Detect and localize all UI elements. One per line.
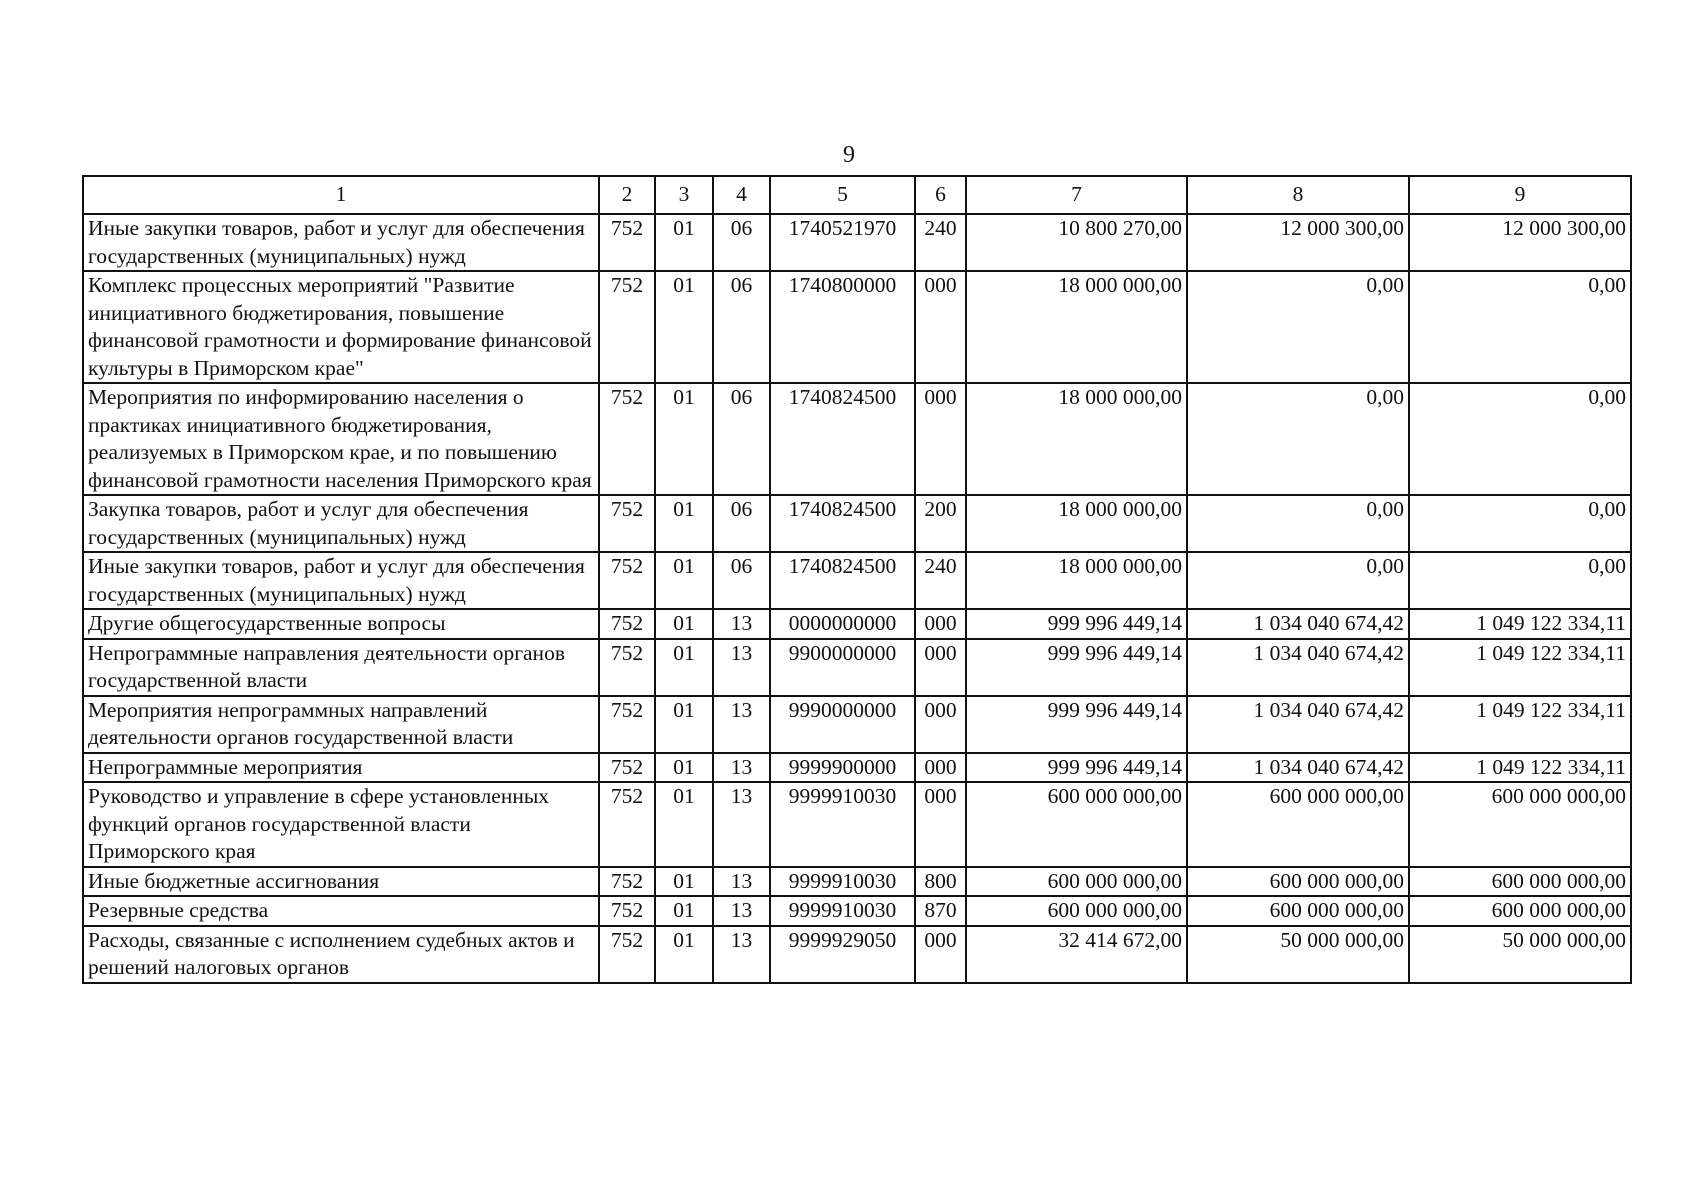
row-amount-col8: 1 034 040 674,42 <box>1187 696 1409 753</box>
row-amount-col7: 18 000 000,00 <box>966 495 1187 552</box>
row-code-expense-type: 000 <box>915 639 966 696</box>
row-code-ministry: 752 <box>599 639 655 696</box>
row-amount-col9: 0,00 <box>1409 495 1631 552</box>
column-header-6: 6 <box>915 176 966 214</box>
row-amount-col9: 1 049 122 334,11 <box>1409 696 1631 753</box>
header-row <box>83 176 1631 214</box>
row-code-subsection: 13 <box>713 696 770 753</box>
table-row <box>83 896 1631 926</box>
row-amount-col7: 999 996 449,14 <box>966 639 1187 696</box>
row-amount-col8: 600 000 000,00 <box>1187 867 1409 897</box>
row-name: Мероприятия непрограммных направлений деятельности органов государственной власти <box>83 696 599 753</box>
row-amount-col8: 600 000 000,00 <box>1187 896 1409 926</box>
row-amount-col7: 600 000 000,00 <box>966 782 1187 867</box>
row-amount-col9: 0,00 <box>1409 383 1631 495</box>
row-name: Непрограммные направления деятельности органов государственной власти <box>83 639 599 696</box>
row-amount-col8: 600 000 000,00 <box>1187 782 1409 867</box>
row-amount-col9: 50 000 000,00 <box>1409 926 1631 983</box>
row-code-section: 01 <box>655 552 713 609</box>
row-code-target: 9999929050 <box>770 926 915 983</box>
row-code-ministry: 752 <box>599 867 655 897</box>
row-amount-col8: 0,00 <box>1187 271 1409 383</box>
row-code-ministry: 752 <box>599 214 655 271</box>
row-amount-col8: 1 034 040 674,42 <box>1187 609 1409 639</box>
row-code-target: 9999910030 <box>770 867 915 897</box>
row-amount-col7: 32 414 672,00 <box>966 926 1187 983</box>
row-amount-col9: 1 049 122 334,11 <box>1409 639 1631 696</box>
table-row <box>83 696 1631 753</box>
row-code-ministry: 752 <box>599 271 655 383</box>
row-code-target: 1740824500 <box>770 383 915 495</box>
budget-table <box>82 175 1632 984</box>
row-code-ministry: 752 <box>599 782 655 867</box>
row-code-expense-type: 000 <box>915 753 966 783</box>
column-header-3: 3 <box>655 176 713 214</box>
row-code-subsection: 06 <box>713 495 770 552</box>
row-amount-col9: 0,00 <box>1409 271 1631 383</box>
row-code-subsection: 06 <box>713 271 770 383</box>
table-row <box>83 926 1631 983</box>
row-code-section: 01 <box>655 214 713 271</box>
row-amount-col7: 10 800 270,00 <box>966 214 1187 271</box>
row-code-subsection: 13 <box>713 896 770 926</box>
row-code-ministry: 752 <box>599 383 655 495</box>
row-code-subsection: 06 <box>713 383 770 495</box>
row-code-expense-type: 200 <box>915 495 966 552</box>
row-code-expense-type: 000 <box>915 383 966 495</box>
column-header-2: 2 <box>599 176 655 214</box>
row-name: Иные закупки товаров, работ и услуг для обеспечения государственных (муниципальных) нужд <box>83 214 599 271</box>
column-header-8: 8 <box>1187 176 1409 214</box>
row-name: Расходы, связанные с исполнением судебных актов и решений налоговых органов <box>83 926 599 983</box>
row-amount-col9: 600 000 000,00 <box>1409 867 1631 897</box>
table-row <box>83 214 1631 271</box>
row-amount-col9: 600 000 000,00 <box>1409 896 1631 926</box>
row-code-ministry: 752 <box>599 926 655 983</box>
column-header-4: 4 <box>713 176 770 214</box>
row-amount-col7: 999 996 449,14 <box>966 696 1187 753</box>
row-amount-col9: 600 000 000,00 <box>1409 782 1631 867</box>
table-row <box>83 753 1631 783</box>
column-header-1: 1 <box>83 176 599 214</box>
row-name: Иные закупки товаров, работ и услуг для обеспечения государственных (муниципальных) нужд <box>83 552 599 609</box>
row-amount-col8: 1 034 040 674,42 <box>1187 639 1409 696</box>
row-amount-col7: 999 996 449,14 <box>966 609 1187 639</box>
row-code-section: 01 <box>655 639 713 696</box>
row-code-ministry: 752 <box>599 495 655 552</box>
row-code-target: 1740521970 <box>770 214 915 271</box>
row-code-section: 01 <box>655 926 713 983</box>
row-code-expense-type: 240 <box>915 214 966 271</box>
row-code-expense-type: 000 <box>915 782 966 867</box>
row-code-section: 01 <box>655 271 713 383</box>
row-code-subsection: 06 <box>713 552 770 609</box>
row-code-subsection: 13 <box>713 753 770 783</box>
row-code-ministry: 752 <box>599 609 655 639</box>
row-code-subsection: 13 <box>713 867 770 897</box>
row-code-expense-type: 240 <box>915 552 966 609</box>
table-row <box>83 609 1631 639</box>
row-code-subsection: 13 <box>713 609 770 639</box>
row-code-target: 1740824500 <box>770 552 915 609</box>
row-amount-col8: 0,00 <box>1187 552 1409 609</box>
row-code-expense-type: 000 <box>915 926 966 983</box>
row-name: Резервные средства <box>83 896 599 926</box>
row-amount-col7: 999 996 449,14 <box>966 753 1187 783</box>
row-code-expense-type: 870 <box>915 896 966 926</box>
column-header-5: 5 <box>770 176 915 214</box>
row-name: Руководство и управление в сфере установленных функций органов государственной власти Приморского края <box>83 782 599 867</box>
row-amount-col9: 0,00 <box>1409 552 1631 609</box>
row-code-section: 01 <box>655 782 713 867</box>
row-name: Непрограммные мероприятия <box>83 753 599 783</box>
row-amount-col8: 0,00 <box>1187 495 1409 552</box>
row-amount-col9: 12 000 300,00 <box>1409 214 1631 271</box>
table-row <box>83 639 1631 696</box>
row-name: Иные бюджетные ассигнования <box>83 867 599 897</box>
column-header-9: 9 <box>1409 176 1631 214</box>
row-name: Комплекс процессных мероприятий "Развитие инициативного бюджетирования, повышение финансовой грамотности и формирование финансовой культуры в Приморском крае" <box>83 271 599 383</box>
row-code-target: 9999900000 <box>770 753 915 783</box>
row-code-expense-type: 000 <box>915 609 966 639</box>
page-number: 9 <box>843 142 855 168</box>
row-code-section: 01 <box>655 896 713 926</box>
row-amount-col9: 1 049 122 334,11 <box>1409 753 1631 783</box>
table-row <box>83 552 1631 609</box>
row-name: Мероприятия по информированию населения о практиках инициативного бюджетирования, реализуемых в Приморском крае, и по повышению финансовой грамотности населения Приморского края <box>83 383 599 495</box>
row-code-section: 01 <box>655 609 713 639</box>
row-code-ministry: 752 <box>599 552 655 609</box>
row-code-target: 9990000000 <box>770 696 915 753</box>
table-row <box>83 867 1631 897</box>
row-code-ministry: 752 <box>599 753 655 783</box>
row-code-section: 01 <box>655 495 713 552</box>
row-code-subsection: 13 <box>713 782 770 867</box>
row-code-target: 1740824500 <box>770 495 915 552</box>
row-code-subsection: 06 <box>713 214 770 271</box>
row-amount-col7: 18 000 000,00 <box>966 271 1187 383</box>
row-name: Другие общегосударственные вопросы <box>83 609 599 639</box>
row-code-expense-type: 000 <box>915 271 966 383</box>
row-code-target: 9999910030 <box>770 782 915 867</box>
row-name: Закупка товаров, работ и услуг для обеспечения государственных (муниципальных) нужд <box>83 495 599 552</box>
table-row <box>83 383 1631 495</box>
row-code-subsection: 13 <box>713 639 770 696</box>
row-code-target: 1740800000 <box>770 271 915 383</box>
row-amount-col9: 1 049 122 334,11 <box>1409 609 1631 639</box>
row-amount-col8: 1 034 040 674,42 <box>1187 753 1409 783</box>
row-code-expense-type: 000 <box>915 696 966 753</box>
table-row <box>83 495 1631 552</box>
row-code-target: 9900000000 <box>770 639 915 696</box>
row-amount-col7: 18 000 000,00 <box>966 383 1187 495</box>
row-code-subsection: 13 <box>713 926 770 983</box>
row-code-section: 01 <box>655 696 713 753</box>
table-row <box>83 782 1631 867</box>
row-code-section: 01 <box>655 383 713 495</box>
row-amount-col7: 600 000 000,00 <box>966 867 1187 897</box>
row-code-ministry: 752 <box>599 696 655 753</box>
row-code-section: 01 <box>655 867 713 897</box>
row-amount-col7: 18 000 000,00 <box>966 552 1187 609</box>
row-amount-col8: 50 000 000,00 <box>1187 926 1409 983</box>
row-amount-col7: 600 000 000,00 <box>966 896 1187 926</box>
row-code-target: 0000000000 <box>770 609 915 639</box>
row-code-target: 9999910030 <box>770 896 915 926</box>
row-amount-col8: 12 000 300,00 <box>1187 214 1409 271</box>
table-row <box>83 271 1631 383</box>
row-code-ministry: 752 <box>599 896 655 926</box>
row-code-expense-type: 800 <box>915 867 966 897</box>
column-header-7: 7 <box>966 176 1187 214</box>
row-code-section: 01 <box>655 753 713 783</box>
row-amount-col8: 0,00 <box>1187 383 1409 495</box>
